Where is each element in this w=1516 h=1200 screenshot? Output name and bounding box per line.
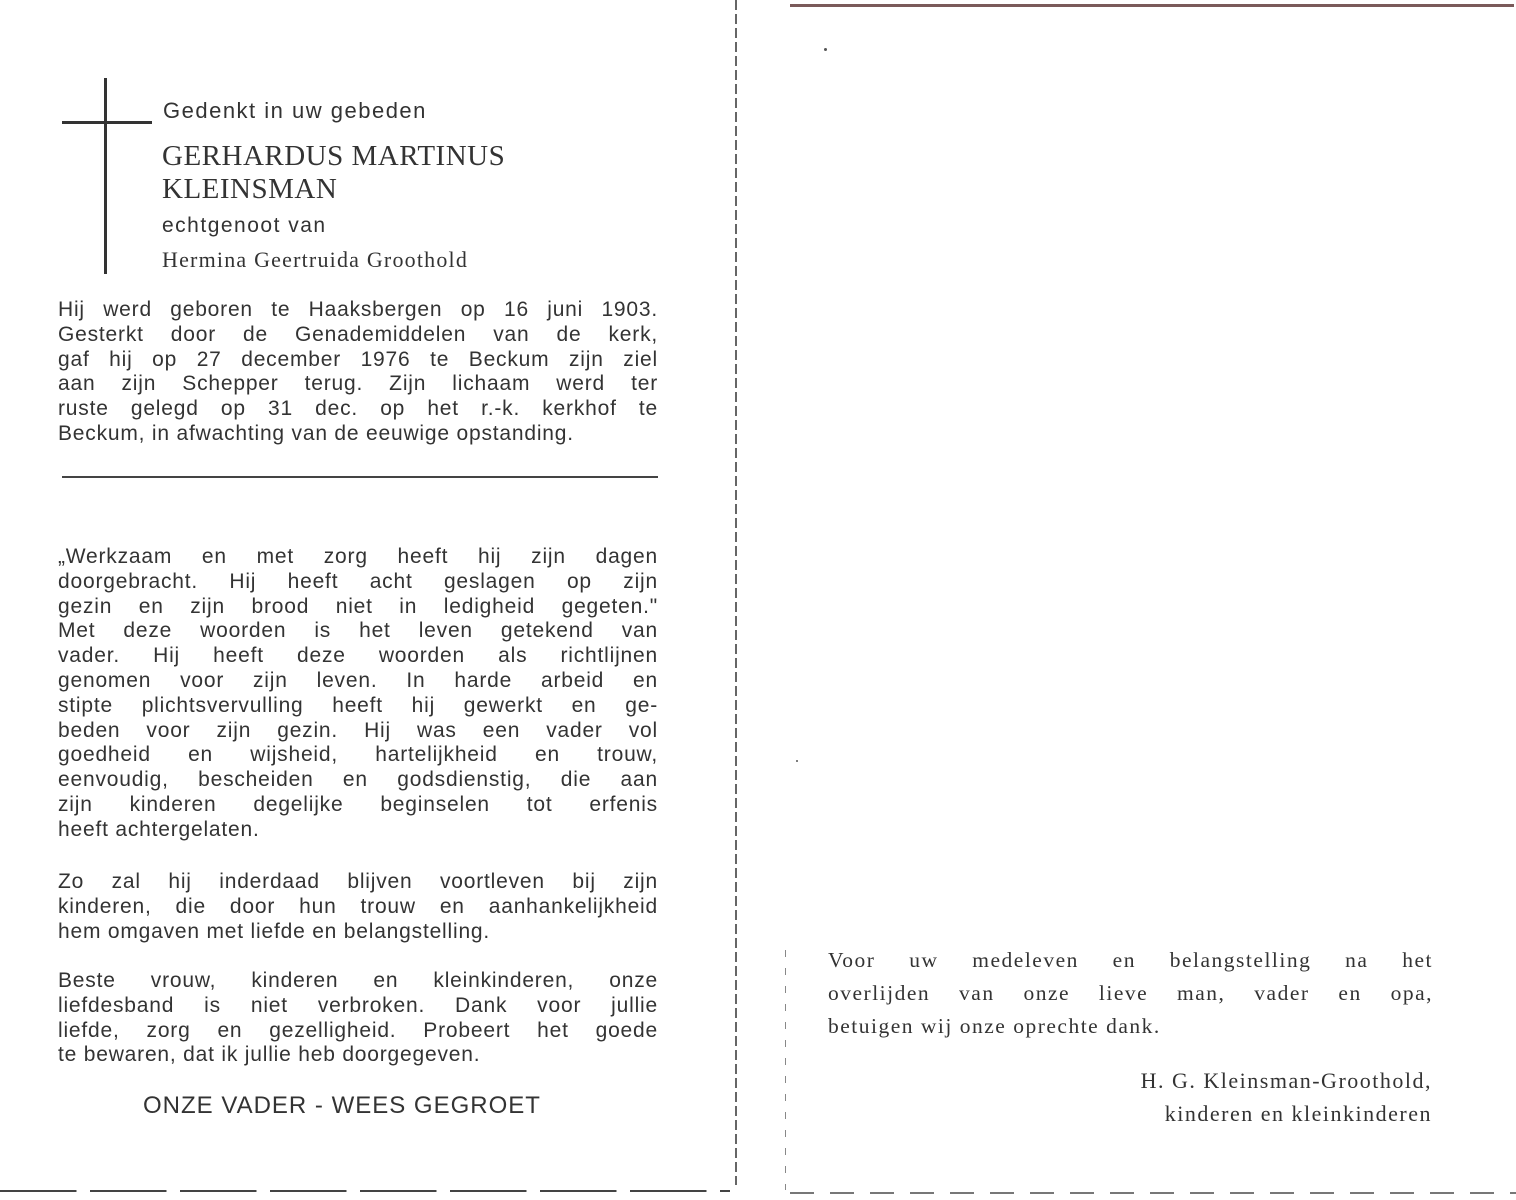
legacy-line: hem omgaven met liefde en belangstelling. [58,919,491,943]
biography-line: Gesterkt door de Genademiddelen van de kerk, [58,322,658,346]
farewell-line: liefde, zorg en gezelligheid. Probeert het goede [58,1018,658,1042]
card-bottom-edge-right [790,1192,1516,1194]
tribute-paragraph [58,545,658,843]
signature-line2: kinderen en kleinkinderen [1164,1101,1432,1126]
signature-line1: H. G. Kleinsman-Groothold, [1140,1068,1432,1093]
tribute-line: doorgebracht. Hij heeft acht geslagen op zijn [58,569,658,593]
paper-speck [824,48,827,51]
card-fold-right [785,950,786,1190]
tribute-line: beden voor zijn gezin. Hij was een vader vol [58,718,658,742]
spouse-label: echtgenoot van [162,214,327,237]
tribute-line: genomen voor zijn leven. In harde arbeid en [58,668,658,692]
legacy-paragraph [58,870,658,944]
tribute-line: „Werkzaam en met zorg heeft hij zijn dagen [58,545,658,568]
legacy-line: kinderen, die door hun trouw en aanhankelijkheid [58,894,658,918]
remember-line: Gedenkt in uw gebeden [163,98,427,123]
tribute-line: vader. Hij heeft deze woorden als richtlijnen [58,644,658,668]
tribute-line: heeft achtergelaten. [58,817,260,841]
biography-line: Hij werd geboren te Haaksbergen op 16 juni 1903. [58,298,658,321]
biography-line: ruste gelegd op 31 dec. op het r.-k. kerkhof te [58,397,658,421]
cross-icon-horizontal [62,121,152,124]
biography-paragraph [58,298,658,447]
tribute-line: zijn kinderen degelijke beginselen tot erfenis [58,792,658,816]
farewell-line: Beste vrouw, kinderen en kleinkinderen, onze [58,969,658,992]
deceased-name-line1: GERHARDUS MARTINUS [162,140,506,172]
thanks-paragraph [828,944,1433,1043]
biography-line: Beckum, in afwachting van de eeuwige opstanding. [58,421,574,445]
tribute-line: gezin en zijn brood niet in ledigheid gegeten." [58,594,658,618]
thanks-line: overlijden van onze lieve man, vader en opa, [828,981,1433,1005]
tribute-line: Met deze woorden is het leven getekend van [58,619,658,643]
spouse-name: Hermina Geertruida Groothold [162,247,469,272]
legacy-line: Zo zal hij inderdaad blijven voortleven bij zijn [58,870,658,893]
biography-line: aan zijn Schepper terug. Zijn lichaam werd ter [58,372,658,396]
farewell-paragraph [58,969,658,1068]
tribute-line: stipte plichtsvervulling heeft hij gewerkt en ge- [58,693,658,717]
card-fold-left [735,0,737,1185]
tribute-line: eenvoudig, bescheiden en godsdienstig, die aan [58,768,658,792]
card-bottom-edge-left [0,1190,730,1192]
cross-icon-vertical [104,78,107,274]
thanks-line: betuigen wij onze oprechte dank. [828,1014,1161,1038]
card-top-edge-right [790,4,1514,7]
biography-line: gaf hij op 27 december 1976 te Beckum zijn ziel [58,347,658,371]
farewell-line: liefdesband is niet verbroken. Dank voor jullie [58,993,658,1017]
thanks-line: Voor uw medeleven en belangstelling na het [828,948,1433,972]
prayer-line: ONZE VADER - WEES GEGROET [143,1092,541,1119]
section-divider [62,476,658,478]
farewell-line: te bewaren, dat ik jullie heb doorgegeven. [58,1043,481,1067]
left-card [0,0,740,1200]
paper-speck [796,760,798,762]
deceased-name-line2: KLEINSMAN [162,173,338,205]
tribute-line: goedheid en wijsheid, hartelijkheid en trouw, [58,743,658,767]
